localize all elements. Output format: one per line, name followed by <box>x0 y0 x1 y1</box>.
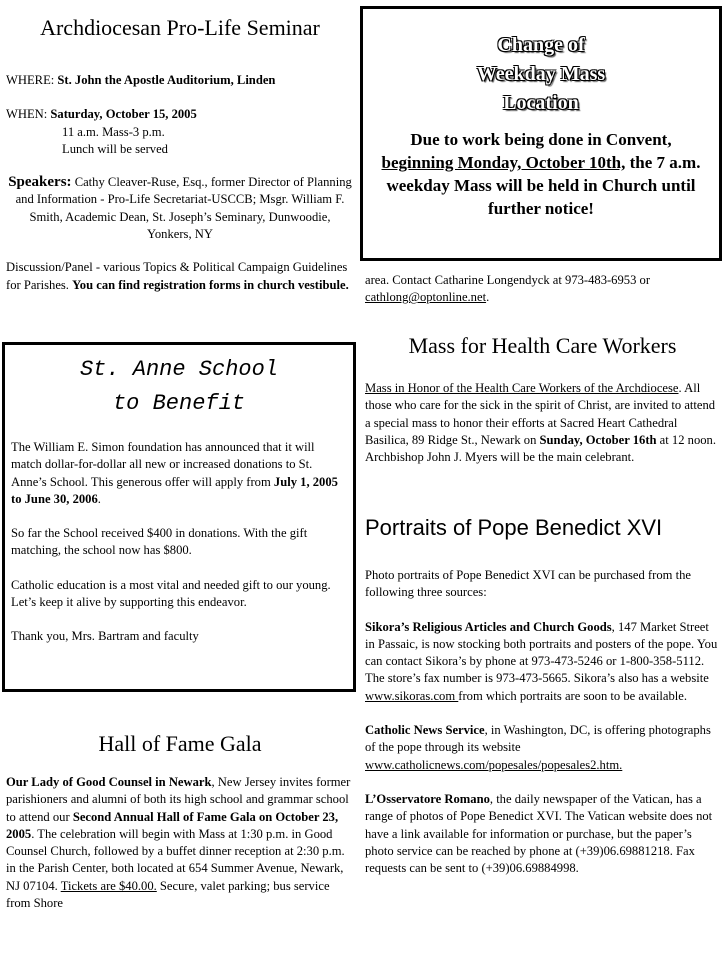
portraits-source-cns: Catholic News Service, in Washington, DC, is offering photographs of the pope through its website www.catholicnews.com/popesales/popesales2.htm. <box>365 723 711 772</box>
mass-location-body: Due to work being done in Convent, beginning Monday, October 10th, the 7 a.m. weekday Mass will be held in Church until further notice! <box>381 130 701 218</box>
seminar-when: WHEN: Saturday, October 15, 2005 <box>6 107 197 122</box>
sikoras-link[interactable]: www.sikoras.com <box>365 688 459 703</box>
seminar-lunch: Lunch will be served <box>62 141 168 156</box>
portraits-section <box>365 513 720 877</box>
portraits-source-sikoras: Sikora’s Religious Articles and Church Goods, 147 Market Street in Passaic, is now stocking both portraits and posters of the pope. You can contact Sikora’s by phone at 973-473-5246 or 1-800-358-5112. The store’s fax number is 973-473-5665. Sikora’s also has a website www.sikoras.com from which portraits are soon to be available. <box>365 619 718 703</box>
mass-location-title: Change of Weekday Mass Location <box>476 34 606 114</box>
st-anne-para1: The William E. Simon foundation has announced that it will match dollar-for-dollar all new or increased donations to St. Anne’s School. This generous offer will apply from July 1, 2005 to June 30, 2006. <box>11 440 338 506</box>
portraits-source-osservatore: L’Osservatore Romano, the daily newspaper of the Vatican, has a range of photos of Pope Benedict XVI. The Vatican website does not have a link available for information or purchase, but the paper’s photo service can be reached by phone at (+39)06.69881218. Fax requests can be sent to (+39)06.69884998. <box>365 791 713 876</box>
seminar-discussion: Discussion/Panel - various Topics & Political Campaign Guidelines for Parishes. You can find registration forms in church vestibule. <box>6 260 349 292</box>
st-anne-para4: Thank you, Mrs. Bartram and faculty <box>11 629 199 644</box>
st-anne-title: St. Anne School to Benefit <box>79 357 279 416</box>
seminar-where: WHERE: St. John the Apostle Auditorium, Linden <box>6 73 276 87</box>
gala-section <box>6 730 354 912</box>
gala-contact-email[interactable]: cathlong@optonline.net <box>365 290 487 305</box>
gala-continued: area. Contact Catharine Longendyck at 973-483-6953 or cathlong@optonline.net. <box>365 273 651 305</box>
seminar-speakers: Speakers: Cathy Cleaver-Ruse, Esq., former Director of Planning and Information - Pro-Life Secretariat-USCCB; Msgr. William F. Smith, Academic Dean, St. Joseph’s Seminary, Dunwoodie, Yonkers, NY <box>8 174 352 242</box>
health-care-body: Mass in Honor of the Health Care Workers of the Archdiocese. All those who care for the sick in the spirit of Christ, are invited to attend a special mass to honor their efforts at Sacred Heart Cathedral Basilica, 89 Ridge St., Newark on Sunday, October 16th at 12 noon. Archbishop John J. Myers will be the main celebrant. <box>365 381 716 465</box>
st-anne-box <box>2 342 356 692</box>
portraits-intro: Photo portraits of Pope Benedict XVI can be purchased from the following three sources: <box>365 568 691 600</box>
seminar-title: Archdiocesan Pro-Life Seminar <box>40 15 320 40</box>
mass-location-notice-box <box>360 6 722 261</box>
gala-title: Hall of Fame Gala <box>98 731 262 756</box>
st-anne-para3: Catholic education is a most vital and needed gift to our young. Let’s keep it alive by supporting this endeavor. <box>11 577 331 610</box>
seminar-time: 11 a.m. Mass-3 p.m. <box>62 124 165 139</box>
portraits-title: Portraits of Pope Benedict XVI <box>365 515 663 540</box>
seminar-section <box>6 14 354 294</box>
st-anne-para2: So far the School received $400 in donations. With the gift matching, the school now has $800. <box>11 526 308 558</box>
gala-body: Our Lady of Good Counsel in Newark, New Jersey invites former parishioners and alumni of both its high school and grammar school to attend our Second Annual Hall of Fame Gala on October 23, 2005. The celebration will begin with Mass at 1:30 p.m. in Good Counsel Church, followed by a buffet dinner reception at 2:30 p.m. in the Parish Center, both located at 654 Summer Avenue, Newark, NJ 07104. Tickets are $40.00. Secure, valet parking; bus service from Shore <box>6 775 351 911</box>
health-care-section <box>365 332 720 466</box>
health-care-title: Mass for Health Care Workers <box>408 333 677 358</box>
catholicnews-link[interactable]: www.catholicnews.com/popesales/popesales2.htm. <box>365 757 623 772</box>
